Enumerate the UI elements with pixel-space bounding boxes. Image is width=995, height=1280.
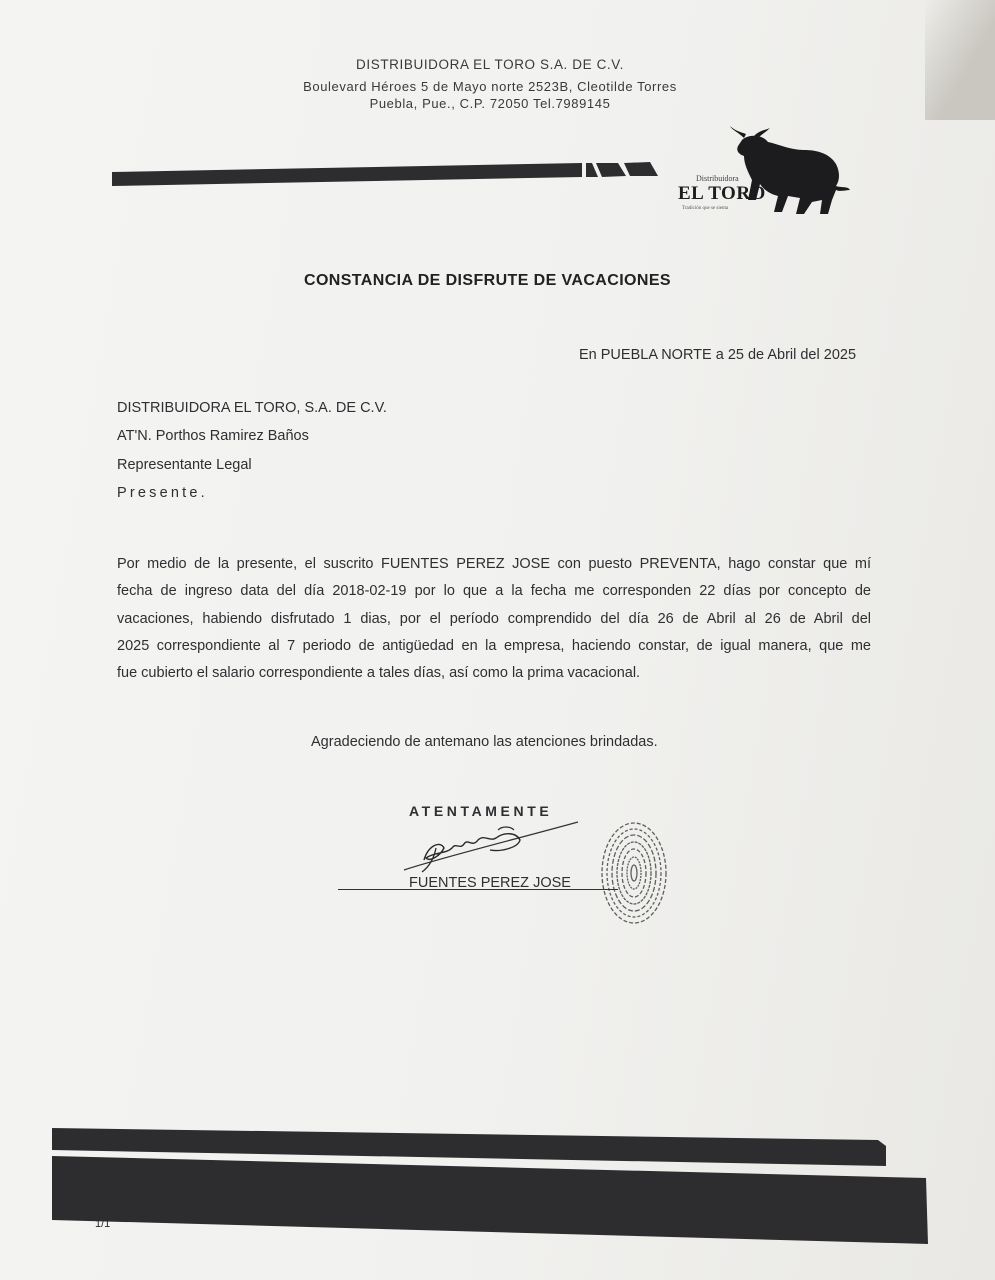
body-paragraph <box>117 551 871 687</box>
header-company: DISTRIBUIDORA EL TORO S.A. DE C.V. <box>356 57 624 72</box>
page-number: 1/1 <box>95 1218 111 1230</box>
body-line: vacaciones, habiendo disfrutado 1 dias, por el período comprendido del día 26 de Abril al 26 de Abril del <box>117 610 871 627</box>
logo-brand: EL TORO <box>678 183 766 204</box>
closing-text: Agradeciendo de antemano las atenciones brindadas. <box>311 734 658 750</box>
body-line: 2025 correspondiente al 7 periodo de antigüedad en la empresa, haciendo constar, de igual manera, que me <box>117 637 871 654</box>
body-line: fue cubierto el salario correspondiente a tales días, así como la prima vacacional. <box>117 665 641 682</box>
page-corner-shadow <box>925 0 995 120</box>
logo-small-text: Distribuidora <box>696 174 739 183</box>
body-line: fecha de ingreso data del día 2018-02-19 por lo que a la fecha me corresponden 22 días por concepto de <box>117 583 871 600</box>
recipient-presente: Presente. <box>117 485 208 501</box>
recipient-company: DISTRIBUIDORA EL TORO, S.A. DE C.V. <box>117 400 387 416</box>
signer-name: FUENTES PEREZ JOSE <box>409 875 571 891</box>
recipient-attention: AT'N. Porthos Ramirez Baños <box>117 428 309 444</box>
signature-scribble <box>400 818 590 880</box>
fingerprint-icon <box>598 818 670 928</box>
header-address-line2: Puebla, Pue., C.P. 72050 Tel.7989145 <box>369 96 611 111</box>
company-logo <box>672 120 852 220</box>
logo-tagline: Tradición que se sienta <box>682 206 729 211</box>
header-band <box>110 158 670 190</box>
place-date: En PUEBLA NORTE a 25 de Abril del 2025 <box>579 347 857 363</box>
body-line: Por medio de la presente, el suscrito FUENTES PEREZ JOSE con puesto PREVENTA, hago constar que mí <box>117 556 871 572</box>
document-title: CONSTANCIA DE DISFRUTE DE VACACIONES <box>303 272 671 289</box>
header-address-line1: Boulevard Héroes 5 de Mayo norte 2523B, Cleotilde Torres <box>303 79 677 94</box>
footer-band <box>50 1124 950 1250</box>
sign-off: ATENTAMENTE <box>409 803 553 819</box>
recipient-role: Representante Legal <box>117 457 252 473</box>
bull-icon <box>672 120 852 220</box>
